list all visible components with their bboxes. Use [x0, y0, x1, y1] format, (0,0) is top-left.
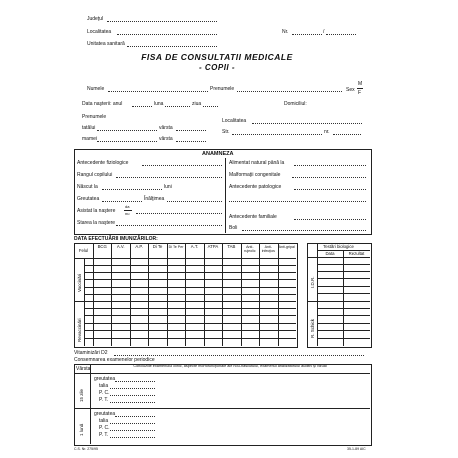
antecedente-familiale-field[interactable]	[294, 219, 366, 220]
talia-2-field[interactable]	[110, 423, 155, 424]
anamneza-divider	[225, 158, 226, 233]
mamei-field[interactable]	[97, 141, 157, 142]
luna-label: luna	[154, 101, 164, 107]
asistat-nu[interactable]: nu	[125, 211, 130, 216]
imunizare-row-line	[84, 279, 296, 280]
testare-row-line	[317, 271, 370, 272]
greutatea-1-label: greutatea	[94, 376, 116, 382]
ziua-label: ziua	[192, 101, 202, 107]
imunizare-col-header: A.P.	[135, 244, 143, 249]
domiciliu-label: Domiciliul:	[284, 101, 307, 107]
localitate-label: Localitatea	[87, 29, 112, 35]
imunizare-col-header: Anti-gripal	[278, 245, 295, 249]
examene-header-line	[74, 373, 370, 374]
felul-header: Felul	[78, 248, 89, 253]
imunizari-title: DATA EFECTUĂRII IMUNIZĂRILOR:	[74, 236, 158, 242]
examene-table	[74, 364, 372, 446]
examene-middle-line	[74, 408, 370, 409]
dom-localitate-label: Localitatea	[222, 118, 247, 124]
starea-label: Starea la naştere	[77, 220, 116, 226]
pt-2-label: P. T.	[99, 432, 109, 438]
unitate-label: Unitatea sanitară	[87, 41, 125, 47]
nascut-field[interactable]	[102, 189, 162, 190]
mamei-label: mamei	[82, 136, 98, 142]
nr-dom-label: nr.	[324, 129, 330, 135]
anul-field[interactable]	[132, 106, 152, 107]
rangul-field[interactable]	[116, 177, 222, 178]
imunizare-row-line	[84, 315, 296, 316]
varsta-header: Vârsta	[76, 366, 91, 372]
vitamin-label: Vitaminizări D2	[74, 350, 108, 356]
alimentat-field[interactable]	[294, 165, 366, 166]
rangul-label: Rangul copilului	[77, 172, 113, 178]
nr-separator: /	[323, 29, 325, 35]
testare-row-line	[317, 286, 370, 287]
vaccinari-label: Vaccinări	[77, 273, 82, 292]
judet-label: Judeţul	[87, 16, 104, 22]
data-nasterii-label: Data naşterii: anul	[82, 101, 123, 107]
asistat-da[interactable]: da	[125, 204, 130, 209]
pc-2-label: P. C.	[99, 425, 110, 431]
concluzii-header: Concluziile examenului clinic, aspecte morfofuncţionale ale nou-născutului, examenul analizatorului auditiv şi vizual	[133, 364, 327, 368]
testare-row-line	[317, 264, 370, 265]
imunizare-col-header: Anti-infecţios	[261, 245, 275, 253]
starea-field[interactable]	[116, 225, 222, 226]
sex-label: Sex	[346, 87, 355, 93]
greutatea-2-label: greutatea	[94, 411, 116, 417]
pc-2-field[interactable]	[110, 430, 155, 431]
inaltimea-field[interactable]	[167, 201, 222, 202]
varsta-tata-field[interactable]	[176, 130, 206, 131]
testare-row-line	[317, 323, 370, 324]
vitamin-field[interactable]	[114, 355, 364, 356]
imunizare-row-line	[84, 338, 296, 339]
sex-divider	[357, 88, 363, 89]
antecedente-fiziologice-label: Antecedente fiziologice	[77, 160, 129, 166]
form-title: FISA DE CONSULTATII MEDICALE	[141, 52, 293, 62]
testare-row-line	[317, 330, 370, 331]
nr-label: Nr.	[282, 29, 289, 35]
varsta-tata-label: vârsta	[159, 125, 173, 131]
boli-field[interactable]	[242, 230, 366, 231]
nr-dom-field[interactable]	[333, 134, 361, 135]
imunizare-col-header: A.V.	[116, 244, 125, 249]
greutatea-field[interactable]	[102, 201, 142, 202]
age-15-zile: 15 zile	[79, 388, 84, 402]
str-field[interactable]	[232, 134, 322, 135]
antecedente-familiale-label: Antecedente familiale	[229, 214, 277, 220]
testare-row-line	[317, 315, 370, 316]
ziua-field[interactable]	[203, 106, 218, 107]
imunizare-col-header: TAB	[227, 244, 236, 249]
dom-localitate-field[interactable]	[252, 123, 362, 124]
judet-field[interactable]	[107, 21, 217, 22]
asistat-field[interactable]	[136, 213, 222, 214]
varsta-mama-field[interactable]	[176, 141, 206, 142]
antecedente-patologice-field[interactable]	[294, 189, 366, 190]
testare-row-line	[317, 308, 370, 309]
schick-label: R. Schick	[310, 318, 315, 338]
imunizare-col-header: A.T.	[190, 244, 199, 249]
talia-1-field[interactable]	[110, 388, 155, 389]
pc-1-field[interactable]	[110, 395, 155, 396]
numele-label: Numele	[87, 86, 105, 92]
age-1-luna: 1 lună	[79, 423, 84, 436]
pt-2-field[interactable]	[110, 437, 155, 438]
greutatea-1-field[interactable]	[115, 381, 155, 382]
testari-data-header: Data	[325, 251, 335, 256]
imunizare-row-line	[84, 272, 296, 273]
str-label: Str.	[222, 129, 230, 135]
imunizare-row-line	[84, 330, 296, 331]
pt-1-label: P. T.	[99, 397, 109, 403]
nascut-label: Născut la	[77, 184, 98, 190]
testari-rezultat-header: Rezultat	[348, 251, 365, 256]
nr-field[interactable]	[292, 34, 322, 35]
tatalui-field[interactable]	[97, 130, 157, 131]
medical-form-page	[52, 8, 382, 452]
prenumele-field[interactable]	[237, 91, 342, 92]
numele-field[interactable]	[108, 91, 208, 92]
revaccinari-label: Revaccinări	[77, 318, 82, 342]
imunizare-col-header: Di Te Per	[168, 245, 184, 249]
malformatii-label: Malformaţii congenitale	[229, 172, 281, 178]
luna-field[interactable]	[165, 106, 190, 107]
prenumele-parinti-label: Prenumele	[82, 114, 107, 120]
testare-row-line	[317, 293, 370, 294]
malformatii-field[interactable]	[292, 177, 366, 178]
varsta-mama-label: vârsta	[159, 136, 173, 142]
sex-f[interactable]: F	[358, 90, 362, 96]
imunizare-row-line	[84, 323, 296, 324]
imunizare-row-line	[84, 308, 296, 309]
pt-1-field[interactable]	[110, 402, 155, 403]
tatalui-label: tatălui	[82, 125, 96, 131]
inaltimea-label: Înălţimea	[144, 196, 165, 202]
pc-1-label: P. C.	[99, 390, 110, 396]
idr-label: I.D.R.	[310, 276, 315, 288]
nr-field-2[interactable]	[326, 34, 356, 35]
asistat-label: Asistat la naştere	[77, 208, 116, 214]
testari-title: Testări biologice	[323, 244, 354, 249]
prenumele-label: Prenumele	[210, 86, 235, 92]
imunizare-col-header: Anti-rujeolic	[244, 245, 256, 253]
imunizare-row-line	[84, 294, 296, 295]
localitate-field[interactable]	[117, 34, 217, 35]
testare-row-line	[317, 278, 370, 279]
talia-2-label: talia	[99, 418, 109, 424]
alimentat-label: Alimentat natural până la	[229, 160, 285, 166]
greutatea-2-field[interactable]	[115, 416, 155, 417]
testare-row-line	[317, 338, 370, 339]
greutatea-label: Greutatea	[77, 196, 100, 202]
antecedente-patologice-label: Antecedente patologice	[229, 184, 282, 190]
antecedente-patologice-field-2[interactable]	[229, 201, 366, 202]
footer-left: C.S. Nr. 275/95	[74, 447, 98, 451]
imunizare-col-header: Di Te	[152, 244, 163, 249]
antecedente-fiziologice-field[interactable]	[142, 165, 222, 166]
sex-m[interactable]: M	[358, 81, 363, 87]
imunizare-row-line	[84, 287, 296, 288]
anamneza-title: ANAMNEZA	[202, 151, 234, 157]
form-subtitle: - COPII -	[198, 63, 236, 72]
luni-label: luni	[164, 184, 172, 190]
footer-right: 35-1-89 AIC	[347, 447, 366, 451]
examene-side-line	[90, 364, 91, 444]
talia-1-label: talia	[99, 383, 109, 389]
boli-label: Boli	[229, 225, 238, 231]
imunizare-row-line	[84, 265, 296, 266]
examene-title: Consemnarea examenelor periodice	[74, 357, 155, 363]
imunizare-col-header: BCG	[97, 244, 107, 249]
imunizare-col-header: ATPA	[207, 244, 219, 249]
unitate-field[interactable]	[127, 46, 217, 47]
